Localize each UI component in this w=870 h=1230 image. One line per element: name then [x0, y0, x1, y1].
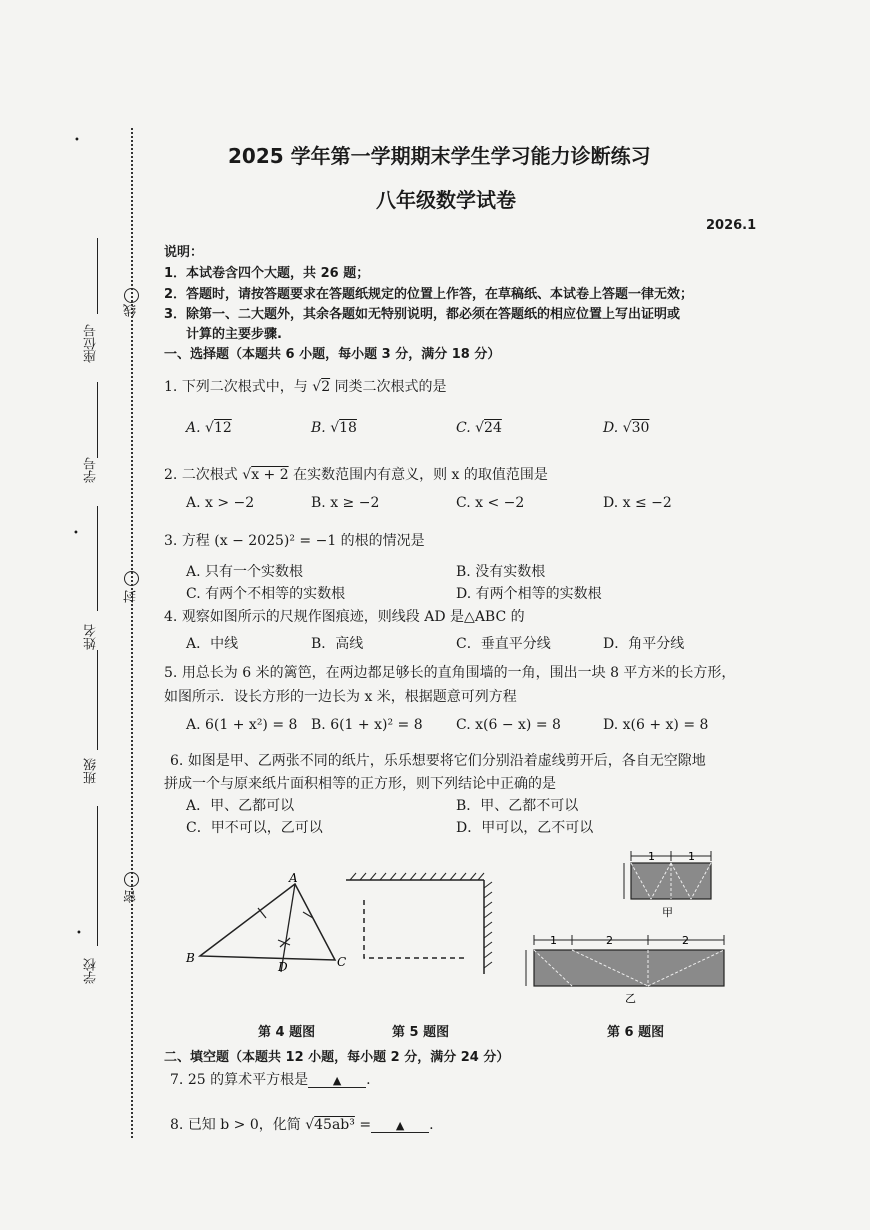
seal-mi: 密	[124, 890, 139, 903]
exam-title: 2025 学年第一学期期末学生学习能力诊断练习	[228, 144, 651, 168]
q3-option-b: B. 没有实数根	[456, 564, 546, 580]
q5-option-c: C. x(6 − x) = 8	[456, 717, 561, 733]
exam-subtitle: 八年级数学试卷	[376, 188, 516, 212]
exam-date: 2026.1	[706, 218, 757, 233]
label-seat: 座位号	[84, 324, 99, 363]
q2-option-c: C. x < −2	[456, 495, 525, 511]
student-id-underline	[97, 382, 98, 458]
fig6-yi-label: 乙	[625, 992, 636, 1005]
margin-dot: •	[73, 528, 79, 539]
school-underline	[97, 806, 98, 946]
fig4-caption: 第 4 题图	[258, 1025, 316, 1040]
seal-feng: 封	[124, 590, 139, 603]
q2-option-a: A. x > −2	[186, 495, 255, 511]
fig6-yi	[526, 934, 724, 1005]
q5-option-a: A. 6(1 + x²) = 8	[186, 717, 298, 733]
q6-option-c: C．甲不可以，乙可以	[186, 820, 323, 836]
q6-option-b: B．甲、乙都不可以	[456, 798, 579, 814]
q4-option-b: B．高线	[311, 636, 364, 652]
q5-stem-line1: 5. 用总长为 6 米的篱笆，在两边都足够长的直角围墙的一角，围出一块 8 平方米的长方形，	[164, 665, 736, 681]
q2-option-b: B. x ≥ −2	[311, 495, 380, 511]
q4-stem: 4. 观察如图所示的尺规作图痕迹，则线段 AD 是△ABC 的	[164, 609, 525, 625]
notes-heading: 说明：	[164, 245, 204, 260]
fig5-caption: 第 5 题图	[392, 1025, 450, 1040]
q6-option-a: A．甲、乙都可以	[186, 798, 295, 814]
fig6-jia-dim-2: 1	[688, 850, 695, 863]
q2-option-d: D. x ≤ −2	[603, 495, 672, 511]
figure-4-triangle	[180, 872, 350, 977]
seat-underline	[97, 238, 98, 314]
q3-option-c: C. 有两个不相等的实数根	[186, 586, 346, 602]
fig6-jia	[624, 850, 711, 919]
q1-option-a: A. √12	[186, 420, 232, 436]
section1-heading: 一、选择题（本题共 6 小题，每小题 3 分，满分 18 分）	[164, 347, 501, 362]
q8-answer-blank[interactable]: ▲	[371, 1119, 429, 1133]
label-student-id: 学号	[84, 457, 99, 483]
fig4-label-c: C	[337, 955, 347, 969]
q1-stem: 1. 下列二次根式中，与 √2 同类二次根式的是	[164, 379, 447, 395]
q4-option-d: D．角平分线	[603, 636, 685, 652]
fig6-yi-dim-1: 1	[550, 934, 557, 947]
fig6-caption: 第 6 题图	[607, 1025, 665, 1040]
figure-5-fence	[342, 870, 502, 975]
seal-circle	[124, 872, 139, 887]
q1-option-c: C. √24	[456, 420, 502, 436]
q5-stem-line2: 如图所示．设长方形的一边长为 x 米，根据题意可列方程	[164, 689, 517, 705]
q4-option-a: A．中线	[186, 636, 239, 652]
q7-stem: 7. 25 的算术平方根是 ▲ .	[170, 1072, 371, 1088]
q4-option-c: C．垂直平分线	[456, 636, 551, 652]
q2-stem: 2. 二次根式 √x + 2 在实数范围内有意义，则 x 的取值范围是	[164, 467, 548, 483]
note-item-3: 3．除第一、二大题外，其余各题如无特别说明，都必须在答题纸的相应位置上写出证明或	[164, 307, 681, 322]
fig6-yi-dim-2: 2	[606, 934, 613, 947]
fig6-jia-label: 甲	[662, 906, 673, 919]
label-name: 姓名	[84, 624, 99, 650]
note-item-2: 2．答题时，请按答题要求在答题纸规定的位置上作答，在草稿纸、本试卷上答题一律无效；	[164, 287, 694, 302]
q6-stem-line1: 6. 如图是甲、乙两张不同的纸片，乐乐想要将它们分别沿着虚线剪开后，各自无空隙地	[170, 753, 706, 769]
q5-option-d: D. x(6 + x) = 8	[603, 717, 709, 733]
label-school: 学校	[84, 958, 99, 984]
margin-dot: •	[76, 928, 82, 939]
seal-circle	[124, 288, 139, 303]
figure-6-strips	[518, 848, 733, 1008]
q3-stem: 3. 方程 (x − 2025)² = −1 的根的情况是	[164, 533, 425, 549]
q8-stem: 8. 已知 b > 0，化简 √45ab³ = ▲ .	[170, 1117, 434, 1133]
fig4-label-d: D	[278, 960, 288, 974]
seal-xian: 线	[124, 304, 139, 317]
note-item-1: 1．本试卷含四个大题，共 26 题；	[164, 266, 370, 281]
fig6-jia-dim-1: 1	[648, 850, 655, 863]
name-underline	[97, 506, 98, 611]
section2-heading: 二、填空题（本题共 12 小题，每小题 2 分，满分 24 分）	[164, 1050, 510, 1065]
seal-dotted-line	[131, 128, 133, 1138]
q5-option-b: B. 6(1 + x)² = 8	[311, 717, 423, 733]
fig4-label-b: B	[186, 951, 195, 965]
q7-answer-blank[interactable]: ▲	[308, 1074, 366, 1088]
fig4-label-a: A	[289, 872, 298, 885]
q3-option-d: D. 有两个相等的实数根	[456, 586, 602, 602]
q6-option-d: D．甲可以，乙不可以	[456, 820, 594, 836]
q1-option-d: D. √30	[603, 420, 650, 436]
class-underline	[97, 650, 98, 750]
label-class: 班级	[84, 758, 99, 784]
q3-option-a: A. 只有一个实数根	[186, 564, 304, 580]
q1-option-b: B. √18	[311, 420, 357, 436]
fig6-yi-dim-3: 2	[682, 934, 689, 947]
q6-stem-line2: 拼成一个与原来纸片面积相等的正方形，则下列结论中正确的是	[164, 776, 556, 792]
note-item-4: 计算的主要步骤.	[186, 327, 282, 342]
seal-circle	[124, 571, 139, 586]
margin-dot: •	[74, 135, 80, 146]
